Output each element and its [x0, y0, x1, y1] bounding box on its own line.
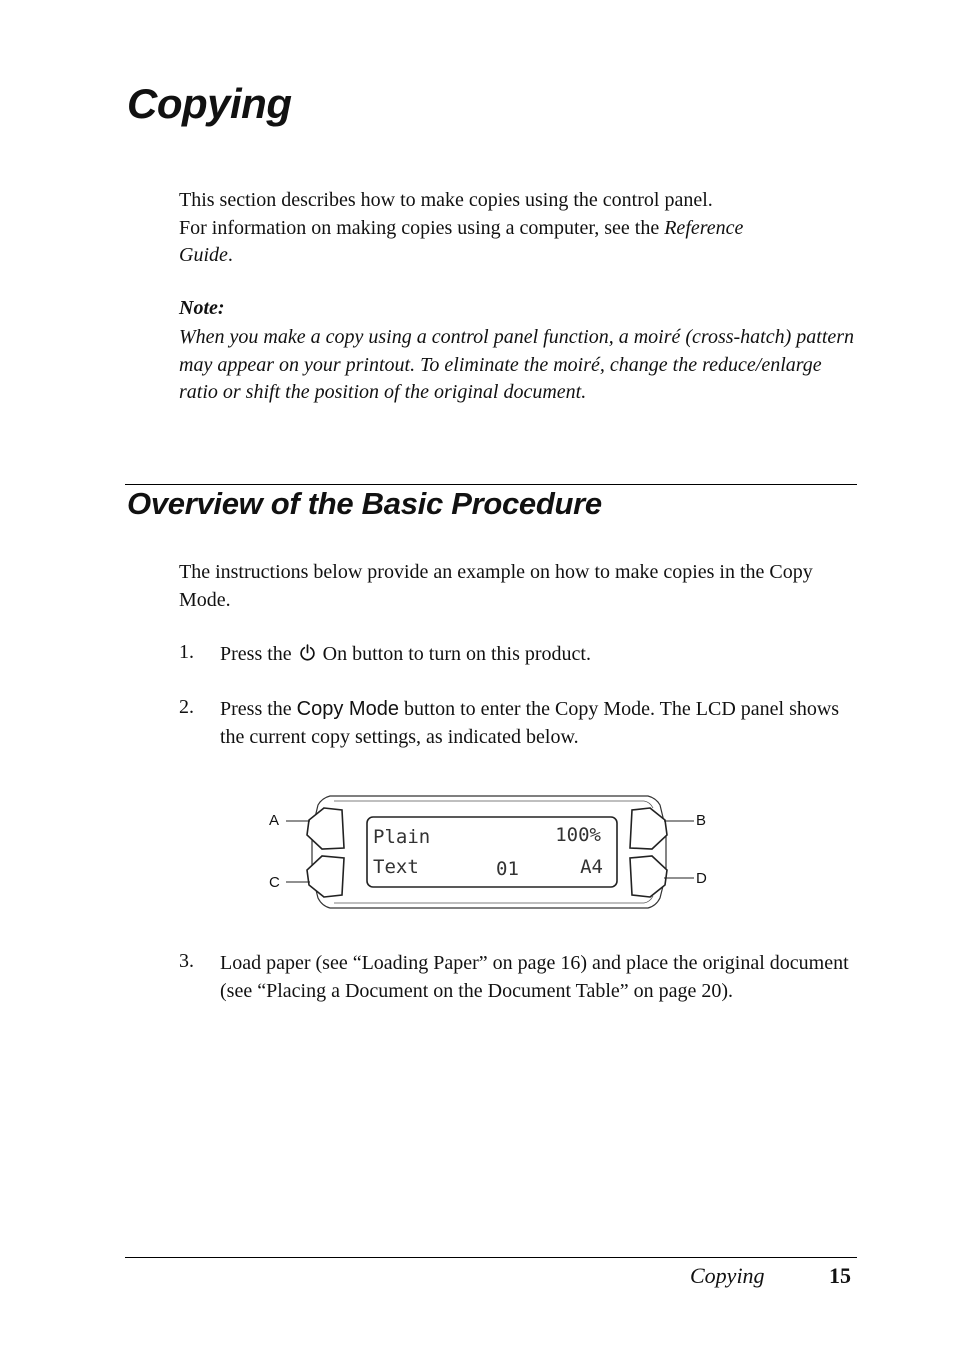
intro-line-2: For information on making copies using a computer, see the	[179, 216, 665, 239]
note-text: When you make a copy using a control panel function, a moiré (cross-hatch) pattern may appear on your printout. To eliminate the moiré, change the reduce/enlarge ratio or shift the position of the original document.	[179, 326, 855, 403]
lcd-paper-size: A4	[580, 856, 603, 878]
callout-c: C	[269, 874, 280, 891]
step-3-number: 3.	[179, 950, 194, 972]
step-3-text: Load paper (see “Loading Paper” on page 16) and place the original document (see “Placing a Document on the Document Table” on page 20).	[220, 952, 849, 1002]
lcd-zoom: 100%	[555, 824, 601, 846]
step-1-text	[220, 641, 860, 669]
section-heading: Overview of the Basic Procedure	[127, 486, 602, 521]
step-1-after: On button to turn on this product.	[317, 643, 591, 665]
intro-period: .	[227, 244, 233, 266]
lcd-document-type: Text	[373, 856, 419, 878]
callout-a: A	[269, 812, 280, 829]
reference-guide-ref-part2: Guide	[179, 244, 228, 266]
footer-section-title: Copying	[690, 1263, 765, 1288]
page-title: Copying	[127, 80, 292, 127]
callout-b: B	[696, 812, 707, 829]
step-2-after: button to enter the Copy Mode. The LCD panel shows the current copy settings, as indicated below.	[220, 698, 840, 748]
section-divider	[125, 484, 857, 485]
step-1-number: 1.	[179, 641, 194, 663]
note-label: Note:	[179, 297, 225, 319]
lcd-button-b	[630, 808, 667, 849]
intro-line-1: This section describes how to make copies using the control panel.	[179, 189, 713, 211]
section-intro: The instructions below provide an example on how to make copies in the Copy Mode.	[179, 561, 813, 611]
callout-d: D	[696, 870, 707, 887]
footer-divider	[125, 1257, 857, 1258]
lcd-paper-type: Plain	[373, 826, 431, 848]
reference-guide-ref-part1: Reference	[664, 216, 744, 239]
copy-mode-button-name: Copy Mode	[296, 698, 399, 720]
power-icon	[299, 644, 316, 661]
step-1-before: Press the	[220, 643, 297, 665]
lcd-copies: 01	[496, 858, 519, 880]
page-number: 15	[829, 1263, 851, 1288]
intro-paragraph	[179, 187, 859, 270]
step-2-before: Press the	[220, 698, 297, 720]
lcd-bezel	[312, 796, 666, 908]
step-2-number: 2.	[179, 696, 194, 718]
step-2-text	[220, 696, 860, 751]
lcd-panel-illustration	[262, 790, 712, 915]
